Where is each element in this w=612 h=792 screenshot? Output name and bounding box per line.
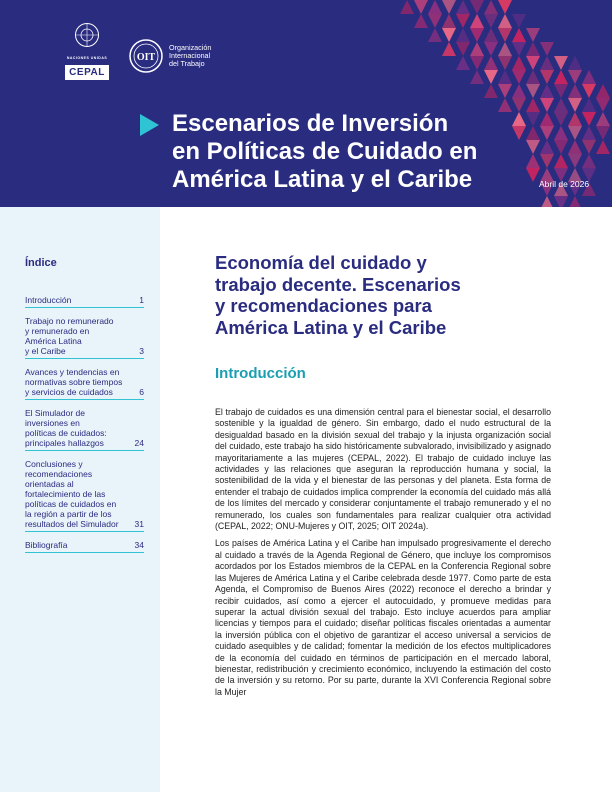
- mosaic-tile: [442, 0, 456, 14]
- index-item[interactable]: [25, 408, 144, 451]
- index-sidebar: [0, 207, 160, 792]
- mosaic-tile: [470, 56, 484, 70]
- mosaic-tile: [484, 84, 498, 98]
- mosaic-tile: [512, 98, 526, 112]
- mosaic-tile: [582, 98, 596, 112]
- mosaic-tile: [568, 140, 582, 154]
- mosaic-tile: [540, 42, 554, 56]
- mosaic-tile: [526, 84, 540, 98]
- mosaic-tile: [554, 196, 568, 207]
- mosaic-tile: [498, 14, 512, 28]
- mosaic-tile: [484, 70, 498, 84]
- mosaic-tile: [456, 28, 470, 42]
- cepal-logo: CEPAL: [65, 65, 109, 80]
- mosaic-tile: [526, 98, 540, 112]
- index-list: [25, 295, 144, 561]
- mosaic-tile: [484, 42, 498, 56]
- mosaic-tile: [498, 28, 512, 42]
- index-item-page: 24: [134, 438, 144, 448]
- mosaic-tile: [540, 126, 554, 140]
- mosaic-tile: [568, 196, 582, 207]
- mosaic-tile: [554, 154, 568, 168]
- mosaic-tile: [540, 98, 554, 112]
- mosaic-tile: [582, 70, 596, 84]
- mosaic-tile: [470, 0, 484, 14]
- mosaic-tile: [568, 56, 582, 70]
- mosaic-tile: [442, 28, 456, 42]
- mosaic-tile: [540, 196, 554, 207]
- mosaic-tile: [526, 28, 540, 42]
- mosaic-tile: [512, 14, 526, 28]
- mosaic-tile: [512, 126, 526, 140]
- mosaic-tile: [498, 98, 512, 112]
- mosaic-tile: [484, 56, 498, 70]
- svg-text:OIT: OIT: [136, 52, 156, 63]
- mosaic-tile: [526, 154, 540, 168]
- publication-date: Abril de 2026: [539, 179, 590, 189]
- mosaic-tile: [540, 56, 554, 70]
- mosaic-tile: [526, 56, 540, 70]
- mosaic-tile: [470, 70, 484, 84]
- index-item-label: Trabajo no remunerado y remunerado en América Latina y el Caribe: [25, 316, 114, 356]
- mosaic-tile: [568, 112, 582, 126]
- index-item-page: 3: [139, 346, 144, 356]
- mosaic-tile: [470, 14, 484, 28]
- mosaic-tile: [400, 0, 414, 14]
- mosaic-tile: [414, 14, 428, 28]
- index-item-label: Bibliografía: [25, 540, 68, 550]
- mosaic-tile: [484, 28, 498, 42]
- mosaic-tile: [526, 70, 540, 84]
- un-emblem-icon: [74, 22, 100, 48]
- mosaic-tile: [498, 70, 512, 84]
- mosaic-tile: [582, 140, 596, 154]
- mosaic-tile: [554, 56, 568, 70]
- mosaic-tile: [512, 112, 526, 126]
- index-item-label: Introducción: [25, 295, 72, 305]
- mosaic-tile: [568, 98, 582, 112]
- mosaic-tile: [554, 112, 568, 126]
- index-item-label: El Simulador de inversiones en políticas de cuidados: principales hallazgos: [25, 408, 107, 448]
- document-title: Escenarios de Inversión en Políticas de Cuidado en América Latina y el Caribe: [172, 110, 478, 193]
- mosaic-tile: [568, 126, 582, 140]
- oit-name: Organización Internacional del Trabajo: [169, 42, 212, 69]
- mosaic-tile: [470, 42, 484, 56]
- mosaic-tile: [484, 14, 498, 28]
- mosaic-tile: [442, 14, 456, 28]
- mosaic-tile: [512, 56, 526, 70]
- index-item-label: Conclusiones y recomendaciones orientadas al fortalecimiento de las políticas de cuidados en la región a partir de los resultados del Simulador: [25, 459, 119, 529]
- mosaic-tile: [498, 42, 512, 56]
- mosaic-tile: [582, 112, 596, 126]
- mosaic-tile: [526, 168, 540, 182]
- mosaic-tile: [526, 112, 540, 126]
- un-cepal-logo: [62, 22, 112, 80]
- mosaic-tile: [596, 112, 610, 126]
- mosaic-tile: [582, 126, 596, 140]
- cover-header: [0, 0, 612, 207]
- mosaic-tile: [512, 42, 526, 56]
- index-item[interactable]: [25, 367, 144, 400]
- mosaic-tile: [568, 70, 582, 84]
- mosaic-tile: [582, 154, 596, 168]
- mosaic-tile: [540, 84, 554, 98]
- mosaic-tile: [456, 0, 470, 14]
- index-item[interactable]: [25, 316, 144, 359]
- mosaic-tile: [498, 56, 512, 70]
- mosaic-tile: [568, 84, 582, 98]
- mosaic-tile: [456, 14, 470, 28]
- mosaic-tile: [414, 0, 428, 14]
- index-item-page: 6: [139, 387, 144, 397]
- mosaic-tile: [554, 84, 568, 98]
- mosaic-tile: [428, 0, 442, 14]
- mosaic-tile: [428, 14, 442, 28]
- mosaic-tile: [456, 42, 470, 56]
- oit-logo: [128, 38, 249, 74]
- mosaic-tile: [526, 42, 540, 56]
- mosaic-tile: [498, 84, 512, 98]
- mosaic-tile: [512, 70, 526, 84]
- index-item-page: 31: [134, 519, 144, 529]
- mosaic-tile: [554, 140, 568, 154]
- mosaic-tile: [582, 84, 596, 98]
- un-label: NACIONES UNIDAS: [66, 56, 108, 60]
- index-item[interactable]: [25, 540, 144, 553]
- mosaic-tile: [442, 42, 456, 56]
- mosaic-tile: [596, 84, 610, 98]
- oit-emblem-icon: [128, 38, 164, 74]
- mosaic-tile: [554, 126, 568, 140]
- index-item[interactable]: [25, 459, 144, 532]
- mosaic-tile: [540, 70, 554, 84]
- mosaic-tile: [554, 70, 568, 84]
- section-title: Introducción: [215, 365, 306, 382]
- mosaic-tile: [512, 28, 526, 42]
- main-content: [215, 252, 551, 698]
- index-item[interactable]: [25, 295, 144, 308]
- mosaic-tile: [512, 84, 526, 98]
- paragraph: El trabajo de cuidados es una dimensión central para el bienestar social, el desarrollo sostenible y la igualdad de género. Sin embargo, dado el nudo estructural de la desigualdad basado en la división sexual del trabajo y la injusta organización social del cuidado, este trabajo ha sido históricamente subvalorado, invisibilizado y asignado mayoritariamente a las mujeres (CEPAL, 2022). El trabajo de cuidado incluye las actividades y las relaciones que aseguran la reproducción humana y social, la sostenibilidad de la vida y el bienestar de las personas y del planeta. Esta forma de entender el trabajo de cuidados implica comprender la economía del cuidado más allá de los límites del mercado y considerar conjuntamente el trabajo remunerado y el no remunerado, los cuales son fundamentales para realizar cualquier otra actividad (CEPAL, 2022; ONU-Mujeres y OIT, 2025; OIT 2024a).: [215, 407, 551, 532]
- paragraph: Los países de América Latina y el Caribe han impulsado progresivamente el derecho al cuidado a través de la Agenda Regional de Género, que incluye los compromisos acordados por los Estados miembros de la CEPAL en la Conferencia Regional sobre las Mujeres de América Latina y el Caribe celebrada desde 1977. Como parte de esta Agenda, el Compromiso de Buenos Aires (2022) reconoce el derecho a brindar y recibir cuidados, así como a ejercer el autocuidado, y promueve medidas para superar la actual división sexual del trabajo. Esto incluye acuerdos para ampliar licencias y tiempos para el cuidado; diseñar políticas fiscales orientadas a aumentar la inversión pública con el objetivo de garantizar el acceso universal a servicios de cuidado asequibles y de calidad; fomentar la medición de los efectos multiplicadores de la economía del cuidado en términos de participación en el mercado laboral, bienestar, redistribución y crecimiento económico, incluyendo la estimación del costo de la inversión y su retorno. Por su parte, durante la XVI Conferencia Regional sobre la Mujer: [215, 538, 551, 697]
- main-title: Economía del cuidado y trabajo decente. Escenarios y recomendaciones para América Latina y el Caribe: [215, 252, 461, 338]
- mosaic-tile: [596, 126, 610, 140]
- mosaic-tile: [554, 98, 568, 112]
- mosaic-tile: [540, 140, 554, 154]
- mosaic-tile: [540, 112, 554, 126]
- mosaic-tile: [484, 0, 498, 14]
- index-item-page: 34: [134, 540, 144, 550]
- index-item-page: 1: [139, 295, 144, 305]
- mosaic-tile: [428, 28, 442, 42]
- mosaic-tile: [470, 28, 484, 42]
- title-arrow-icon: [140, 114, 159, 136]
- mosaic-tile: [568, 154, 582, 168]
- mosaic-tile: [526, 126, 540, 140]
- mosaic-tile: [526, 140, 540, 154]
- index-item-label: Avances y tendencias en normativas sobre tiempos y servicios de cuidados: [25, 367, 123, 397]
- index-title: Índice: [25, 257, 57, 269]
- mosaic-tile: [596, 140, 610, 154]
- mosaic-tile: [456, 56, 470, 70]
- mosaic-tile: [498, 0, 512, 14]
- mosaic-tile: [596, 98, 610, 112]
- mosaic-tile: [540, 154, 554, 168]
